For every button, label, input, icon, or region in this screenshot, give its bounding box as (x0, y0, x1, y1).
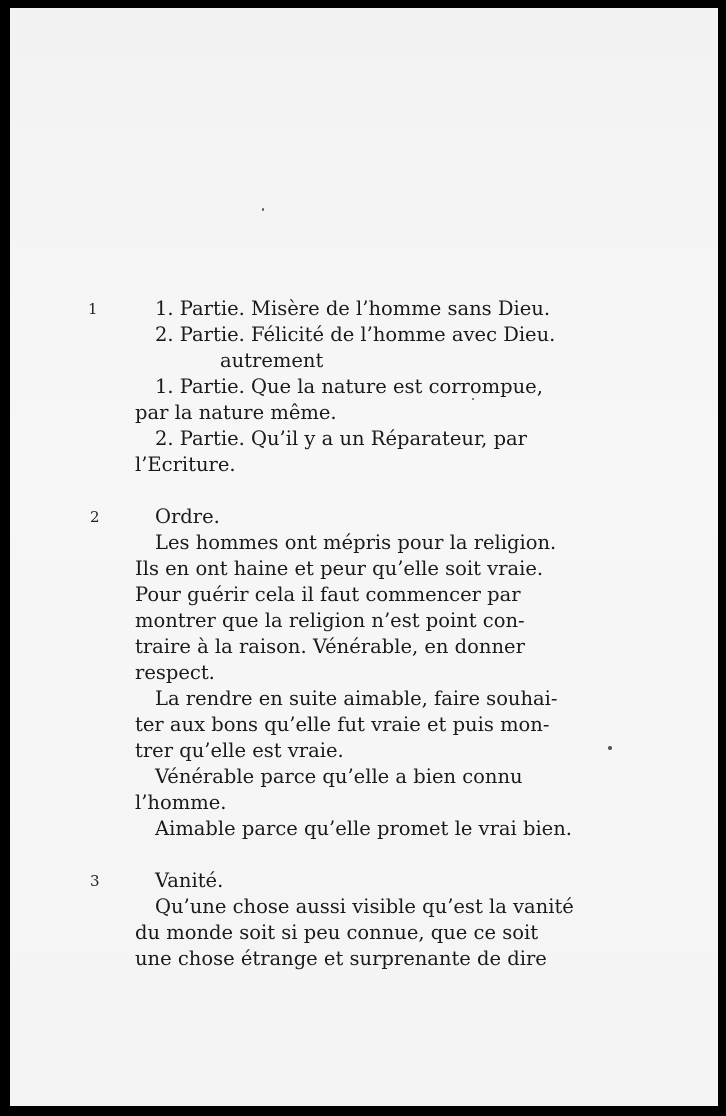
section-1-line-4: 1. Partie. Que la nature est corrompue, (155, 375, 543, 398)
section-1-line-3: autrement (220, 349, 324, 372)
section-2-line-3: Ils en ont haine et peur qu’elle soit vraie. (135, 557, 544, 580)
fragment-number-1: 1 (88, 300, 98, 318)
section-2-line-1: Ordre. (155, 505, 220, 528)
section-1-line-5: par la nature même. (135, 401, 337, 424)
section-2-line-5: montrer que la religion n’est point con- (135, 609, 525, 632)
fragment-number-2: 2 (90, 508, 100, 526)
section-3-line-1: Vanité. (155, 869, 224, 892)
section-2-line-12: l’homme. (135, 791, 227, 814)
section-1-line-6: 2. Partie. Qu’il y a un Réparateur, par (155, 427, 527, 450)
section-2-line-4: Pour guérir cela il faut commencer par (135, 583, 521, 606)
page-text (10, 8, 718, 1106)
section-2-line-11: Vénérable parce qu’elle a bien connu (155, 765, 523, 788)
paper-sheet (10, 8, 718, 1106)
section-2-line-8: La rendre en suite aimable, faire souhai- (155, 687, 558, 710)
section-2-line-9: ter aux bons qu’elle fut vraie et puis mon- (135, 713, 550, 736)
section-2-line-13: Aimable parce qu’elle promet le vrai bien. (155, 817, 572, 840)
scan-speck (472, 398, 474, 400)
section-2-line-7: respect. (135, 661, 215, 684)
section-3-line-2: Qu’une chose aussi visible qu’est la vanité (155, 895, 574, 918)
section-1-line-2: 2. Partie. Félicité de l’homme avec Dieu. (155, 323, 556, 346)
section-1-line-7: l’Ecriture. (135, 453, 236, 476)
section-2-line-6: traire à la raison. Vénérable, en donner (135, 635, 525, 658)
section-2-line-10: trer qu’elle est vraie. (135, 739, 344, 762)
section-3-line-4: une chose étrange et surprenante de dire (135, 947, 547, 970)
section-1-line-1: 1. Partie. Misère de l’homme sans Dieu. (155, 297, 551, 320)
scan-speck (262, 208, 264, 211)
fragment-number-3: 3 (90, 872, 100, 890)
scan-speck (608, 746, 612, 750)
section-3-line-3: du monde soit si peu connue, que ce soit (135, 921, 539, 944)
section-2-line-2: Les hommes ont mépris pour la religion. (155, 531, 557, 554)
